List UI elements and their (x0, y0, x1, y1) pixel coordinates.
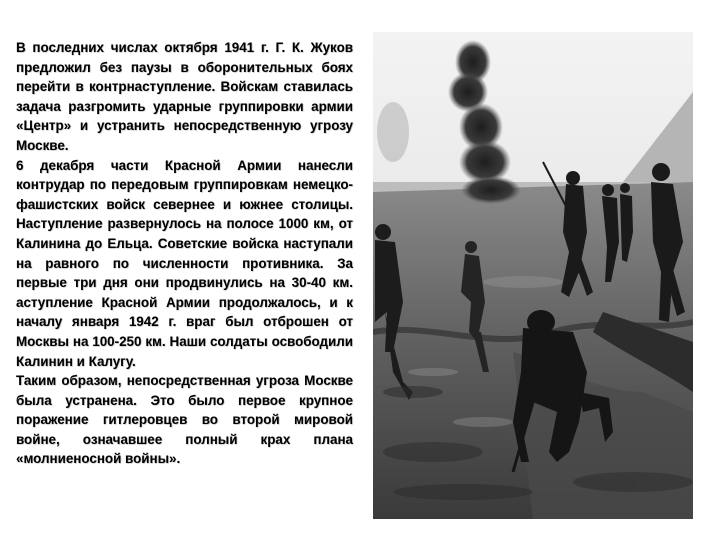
paragraph-2: 6 декабря части Красной Армии нанесли контрудар по передовым группировкам немецко-фашистских войск севернее и южнее столицы. Наступление развернулось на полосе 1000 км, от Калинина до Ельца. Советские войска наступали на равного по численности противника. За первые три дня они продвинулись на 30-40 км. аступление Красной Армии продолжалось, и к началу января 1942 г. враг был отброшен от Москвы на 100-250 км. Наши солдаты освободили Калинин и Калугу. (16, 157, 353, 369)
battle-photo (373, 32, 693, 519)
paragraph-1: В последних числах октября 1941 г. Г. К. Жуков предложил без паузы в оборонительных боях перейти в контрнаступление. Войскам ставилась задача разгромить ударные группировки армии «Центр» и устранить непосредственную угрозу Москве. (16, 40, 353, 153)
paragraph-3: Таким образом, непосредственная угроза Москве была устранена. Это было первое крупное поражение гитлеровцев во второй мировой войне, означавшее полный крах плана «молниеносной войны». (16, 373, 353, 467)
text-block (16, 38, 353, 469)
battle-photo-icon (373, 32, 693, 519)
